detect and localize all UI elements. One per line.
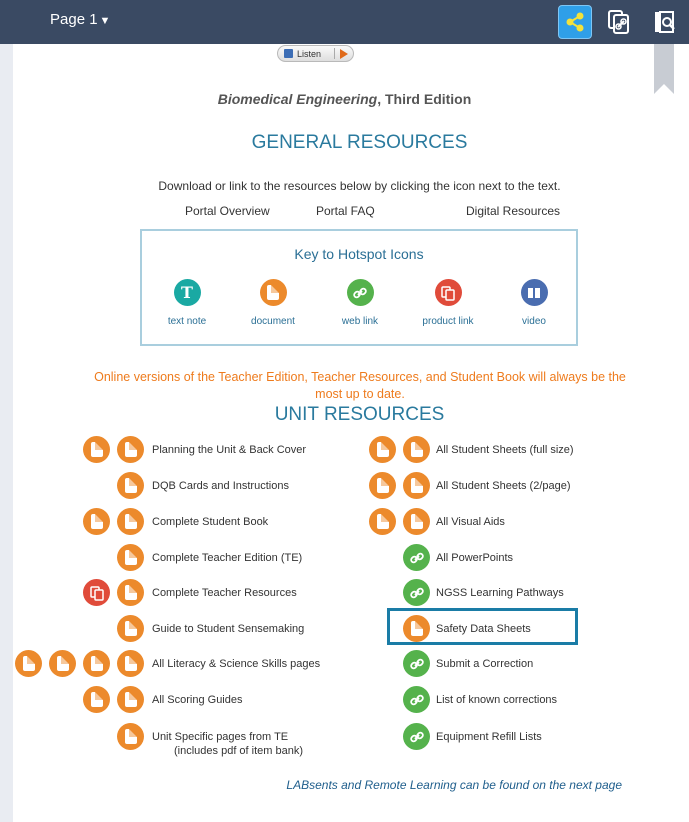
share-button[interactable]: [558, 5, 592, 39]
document-icon[interactable]: [49, 650, 76, 677]
key-item-product-link: [403, 279, 493, 327]
document-icon[interactable]: [117, 508, 144, 535]
text-note-icon: T: [174, 279, 201, 306]
divider: [334, 48, 335, 59]
resource-label[interactable]: All Scoring Guides: [152, 694, 243, 706]
resource-label[interactable]: All Student Sheets (2/page): [436, 480, 571, 492]
book-title-name: Biomedical Engineering: [217, 91, 378, 107]
listen-label: Listen: [297, 48, 322, 59]
document-icon[interactable]: [403, 508, 430, 535]
portal-faq-link[interactable]: Portal FAQ: [316, 204, 375, 218]
key-item-web-link: [315, 279, 405, 327]
document-icon[interactable]: [369, 472, 396, 499]
resource-label[interactable]: All Student Sheets (full size): [436, 444, 574, 456]
resource-label[interactable]: Complete Teacher Resources: [152, 587, 297, 599]
document-icon[interactable]: [369, 436, 396, 463]
resource-label[interactable]: All Literacy & Science Skills pages: [152, 658, 321, 670]
resource-label[interactable]: NGSS Learning Pathways: [436, 587, 564, 599]
unit-resources-heading: UNIT RESOURCES: [274, 404, 445, 425]
resource-label[interactable]: Complete Student Book: [152, 516, 269, 528]
document-icon[interactable]: [369, 508, 396, 535]
page-selector-label: Page 1: [50, 11, 98, 28]
key-item-document: [228, 279, 318, 327]
document-icon[interactable]: [83, 508, 110, 535]
linked-resources-icon: [606, 9, 632, 35]
portal-overview-link[interactable]: Portal Overview: [185, 204, 270, 218]
highlight-box: [387, 608, 578, 645]
document-icon[interactable]: [117, 472, 144, 499]
web-link-icon[interactable]: [403, 650, 430, 677]
document-icon[interactable]: [117, 650, 144, 677]
key-item-label: web link: [341, 316, 379, 327]
book-title-edition: , Third Edition: [377, 91, 472, 107]
product-link-icon: [435, 279, 462, 306]
document-icon[interactable]: [117, 544, 144, 571]
web-link-icon[interactable]: [403, 579, 430, 606]
resource-label[interactable]: List of known corrections: [436, 694, 558, 706]
footer-note: LABsents and Remote Learning can be found on the next page: [286, 778, 622, 792]
general-resources-heading: GENERAL RESOURCES: [251, 132, 468, 153]
bookmark-ribbon[interactable]: [654, 44, 674, 84]
speaker-icon: [284, 49, 293, 58]
key-item-label: product link: [422, 316, 474, 327]
document-icon[interactable]: [117, 686, 144, 713]
instructions-text: Download or link to the resources below by clicking the icon next to the text.: [158, 179, 561, 193]
share-icon: [564, 11, 586, 33]
resource-label[interactable]: DQB Cards and Instructions: [152, 480, 289, 492]
resource-sublabel: (includes pdf of item bank): [174, 745, 304, 757]
document-icon[interactable]: [117, 615, 144, 642]
play-icon: [340, 49, 348, 59]
key-item-video: [489, 279, 579, 327]
web-link-icon[interactable]: [403, 544, 430, 571]
book-title: [0, 91, 689, 107]
top-toolbar: [0, 0, 689, 44]
web-link-icon: [347, 279, 374, 306]
document-icon[interactable]: [117, 723, 144, 750]
web-link-icon[interactable]: [403, 723, 430, 750]
book-search-button[interactable]: [648, 5, 682, 39]
document-icon: [260, 279, 287, 306]
document-icon[interactable]: [83, 436, 110, 463]
key-title: Key to Hotspot Icons: [294, 246, 424, 262]
document-icon[interactable]: [117, 579, 144, 606]
page-selector[interactable]: [50, 11, 110, 28]
resource-label[interactable]: Guide to Student Sensemaking: [152, 623, 305, 635]
book-search-icon: [652, 9, 678, 35]
notice-text: Online versions of the Teacher Edition, Teacher Resources, and Student Book will always be the most up to date.: [94, 370, 626, 401]
document-icon[interactable]: [83, 650, 110, 677]
linked-resources-button[interactable]: [602, 5, 636, 39]
document-icon[interactable]: [83, 686, 110, 713]
page-sheet: [13, 44, 689, 822]
resource-label[interactable]: Planning the Unit & Back Cover: [152, 444, 307, 456]
listen-button[interactable]: [277, 45, 354, 62]
resource-label[interactable]: All PowerPoints: [436, 552, 514, 564]
resource-label[interactable]: Equipment Refill Lists: [436, 731, 542, 743]
key-item-label: document: [251, 316, 295, 327]
resource-label[interactable]: Safety Data Sheets: [436, 623, 531, 635]
key-item-text-note: [142, 279, 232, 327]
web-link-icon[interactable]: [403, 686, 430, 713]
document-icon[interactable]: [403, 472, 430, 499]
chevron-down-icon: ▼: [99, 15, 111, 27]
key-item-label: text note: [167, 316, 207, 327]
resource-label[interactable]: All Visual Aids: [436, 516, 505, 528]
video-icon: [521, 279, 548, 306]
resource-label[interactable]: Submit a Correction: [436, 658, 534, 670]
key-item-label: video: [522, 316, 546, 327]
digital-resources-link[interactable]: Digital Resources: [466, 204, 561, 218]
document-icon[interactable]: [403, 436, 430, 463]
resource-label[interactable]: Unit Specific pages from TE: [152, 731, 289, 743]
document-icon[interactable]: [117, 436, 144, 463]
resource-label[interactable]: Complete Teacher Edition (TE): [152, 552, 303, 564]
hotspot-key-box: [140, 229, 578, 346]
product-link-icon[interactable]: [83, 579, 110, 606]
document-icon[interactable]: [15, 650, 42, 677]
